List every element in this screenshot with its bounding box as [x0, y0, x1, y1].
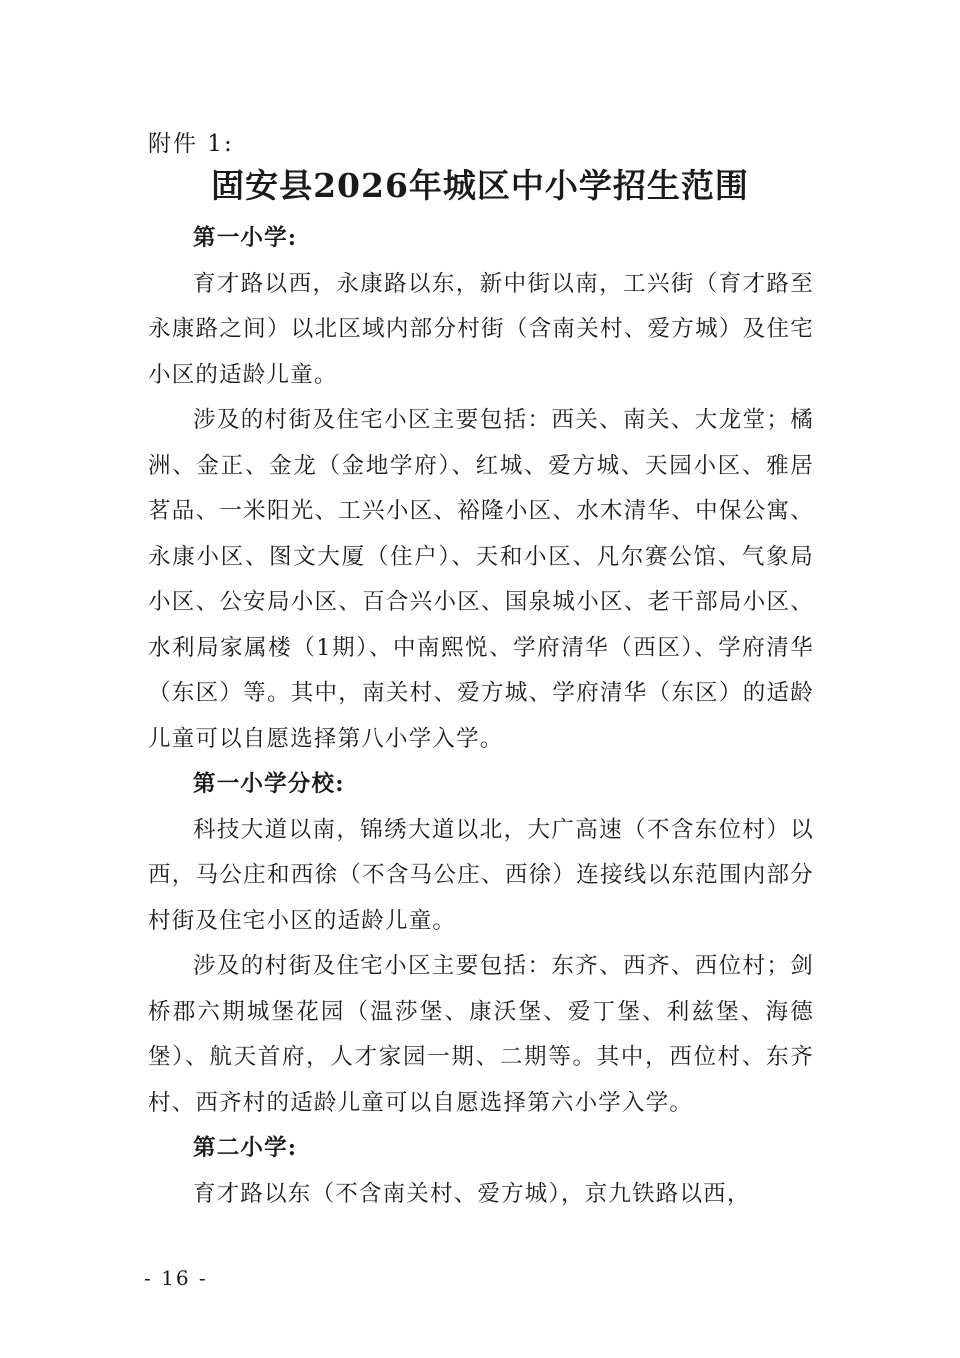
section-heading: 第一小学分校: [193, 771, 345, 797]
section-heading: 第一小学: [193, 225, 298, 251]
paragraph: 育才路以西，永康路以东，新中街以南，工兴街（育才路至永康路之间）以北区域内部分村街（含南关村、爱方城）及住宅小区的适龄儿童。 [148, 270, 814, 388]
attachment-label: 附件 1: [148, 131, 234, 157]
paragraph: 科技大道以南，锦绣大道以北，大广高速（不含东位村）以西，马公庄和西徐（不含马公庄、西徐）连接线以东范围内部分村街及住宅小区的适龄儿童。 [148, 816, 814, 934]
section-heading: 第二小学: [193, 1135, 298, 1161]
document-title: 固安县2026年城区中小学招生范围 [211, 166, 749, 205]
section-second-primary [148, 1126, 814, 1217]
section-first-primary [148, 216, 814, 762]
paragraph: 涉及的村街及住宅小区主要包括：西关、南关、大龙堂；橘洲、金正、金龙（金地学府）、红城、爱方城、天园小区、雅居茗品、一米阳光、工兴小区、裕隆小区、水木清华、中保公寓、永康小区、图文大厦（住户）、天和小区、凡尔赛公馆、气象局小区、公安局小区、百合兴小区、国泉城小区、老干部局小区、水利局家属楼（1期）、中南熙悦、学府清华（西区）、学府清华（东区）等。其中，南关村、爱方城、学府清华（东区）的适龄儿童可以自愿选择第八小学入学。 [148, 407, 814, 752]
paragraph: 育才路以东（不含南关村、爱方城），京九铁路以西， [193, 1180, 751, 1207]
paragraph: 涉及的村街及住宅小区主要包括：东齐、西齐、西位村；剑桥郡六期城堡花园（温莎堡、康沃堡、爱丁堡、利兹堡、海德堡）、航天首府，人才家园一期、二期等。其中，西位村、东齐村、西齐村的适龄儿童可以自愿选择第六小学入学。 [148, 953, 814, 1116]
document-body [148, 216, 814, 1217]
page-number: - 16 - [144, 1266, 208, 1290]
section-first-primary-branch [148, 762, 814, 1126]
